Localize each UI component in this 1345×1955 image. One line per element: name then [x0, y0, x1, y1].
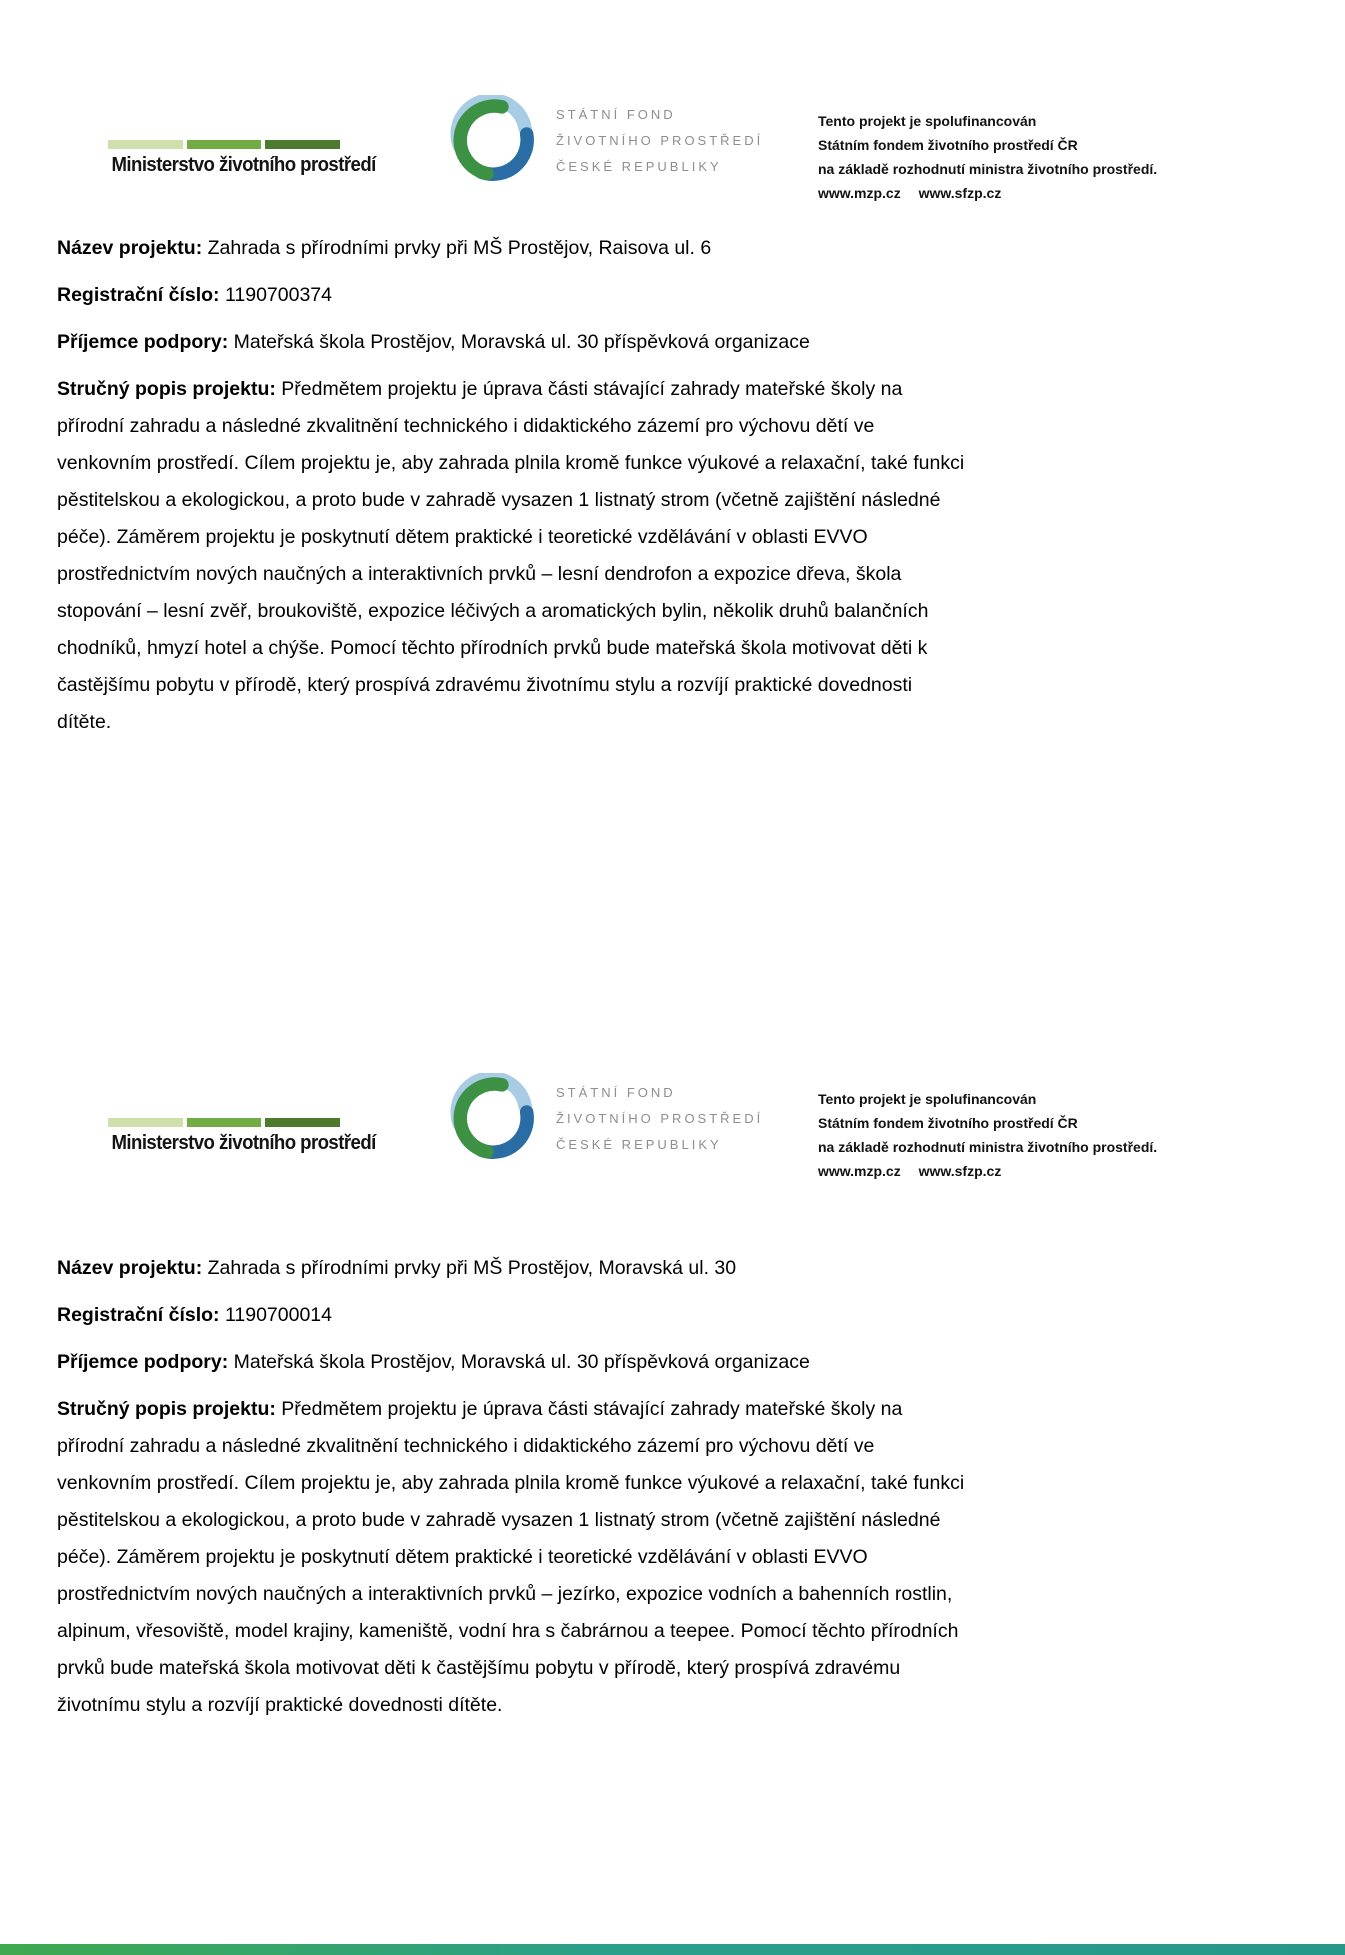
registration-number-row	[57, 1297, 969, 1334]
sfzp-name	[556, 1080, 763, 1158]
cofinance-line1: Tento projekt je spolufinancován	[818, 1091, 1037, 1107]
registration-number-label: Registrační číslo:	[57, 284, 220, 306]
sfzp-logo	[448, 95, 763, 185]
project-name-label: Název projektu:	[57, 237, 203, 259]
sfzp-name-line2: ŽIVOTNÍHO PROSTŘEDÍ	[556, 1111, 764, 1126]
sfzp-logo	[448, 1073, 763, 1163]
sfzp-name-line1: STÁTNÍ FOND	[556, 107, 676, 122]
registration-number-row	[57, 277, 969, 314]
ministry-logo-bars-icon	[108, 140, 340, 149]
beneficiary-value: Mateřská škola Prostějov, Moravská ul. 30 příspěvková organizace	[233, 1351, 810, 1373]
footer-accent-bar	[0, 1944, 1345, 1955]
cofinance-links	[818, 181, 1157, 205]
project-name-row	[57, 1250, 969, 1287]
project-section-2	[0, 978, 1345, 1944]
beneficiary-row	[57, 324, 969, 361]
project-description-row	[57, 1391, 969, 1724]
project-name-value: Zahrada s přírodními prvky při MŠ Prostějov, Raisova ul. 6	[207, 237, 712, 259]
mzp-link[interactable]: www.mzp.cz	[818, 185, 901, 201]
cofinance-line2: Státním fondem životního prostředí ČR	[818, 1115, 1078, 1131]
cofinance-line2: Státním fondem životního prostředí ČR	[818, 137, 1078, 153]
cofinance-line3: na základě rozhodnutí ministra životního prostředí.	[818, 161, 1158, 177]
project-name-value: Zahrada s přírodními prvky při MŠ Prostějov, Moravská ul. 30	[207, 1257, 737, 1279]
project-description-row	[57, 371, 969, 741]
sfzp-name-line1: STÁTNÍ FOND	[556, 1085, 676, 1100]
cofinance-line3: na základě rozhodnutí ministra životního prostředí.	[818, 1139, 1158, 1155]
ministry-bar-medium	[187, 1118, 262, 1127]
funding-header	[0, 1063, 1345, 1183]
registration-number-value: 1190700014	[224, 1304, 332, 1326]
ministry-logo	[103, 140, 376, 177]
sfzp-ring-icon	[448, 1073, 538, 1163]
sfzp-name-line3: ČESKÉ REPUBLIKY	[556, 1137, 722, 1152]
beneficiary-row	[57, 1344, 969, 1381]
ministry-bar-medium	[187, 140, 262, 149]
registration-number-label: Registrační číslo:	[57, 1304, 220, 1326]
project-description-value: Předmětem projektu je úprava části stávající zahrady mateřské školy na přírodní zahradu a následné zkvalitnění technického i didaktického zázemí pro výchovu dětí ve venkovním prostředí. Cílem projektu je, aby zahrada plnila kromě funkce výukové a relaxační, také funkci pěstitelskou a ekologickou, a proto bude v zahradě vysazen 1 listnatý strom (včetně zajištění následné péče). Záměrem projektu je poskytnutí dětem praktické i teoretické vzdělávání v oblasti EVVO prostřednictvím nových naučných a interaktivních prvků – lesní dendrofon a expozice dřeva, škola stopování – lesní zvěř, broukoviště, expozice léčivých a aromatických bylin, několik druhů balančních chodníků, hmyzí hotel a chýše. Pomocí těchto přírodních prvků bude mateřská škola motivovat děti k častějšímu pobytu v přírodě, který prospívá zdravému životnímu stylu a rozvíjí praktické dovednosti dítěte.	[57, 378, 965, 733]
cofinance-links	[818, 1159, 1157, 1183]
mzp-link[interactable]: www.mzp.cz	[818, 1163, 901, 1179]
project-description-label: Stručný popis projektu:	[57, 1398, 276, 1420]
project-name-row	[57, 230, 969, 267]
funding-header	[0, 85, 1345, 205]
ministry-logo	[103, 1118, 376, 1155]
ministry-name: Ministerstvo životního prostředí	[111, 154, 376, 176]
project-description-label: Stručný popis projektu:	[57, 378, 276, 400]
ministry-bar-light	[108, 1118, 183, 1127]
ministry-bar-dark	[265, 140, 340, 149]
ministry-bar-light	[108, 140, 183, 149]
registration-number-value: 1190700374	[224, 284, 332, 306]
ministry-name: Ministerstvo životního prostředí	[111, 1132, 376, 1154]
sfzp-name-line3: ČESKÉ REPUBLIKY	[556, 159, 722, 174]
sfzp-link[interactable]: www.sfzp.cz	[918, 1163, 1002, 1179]
project-description-value: Předmětem projektu je úprava části stávající zahrady mateřské školy na přírodní zahradu a následné zkvalitnění technického i didaktického zázemí pro výchovu dětí ve venkovním prostředí. Cílem projektu je, aby zahrada plnila kromě funkce výukové a relaxační, také funkci pěstitelskou a ekologickou, a proto bude v zahradě vysazen 1 listnatý strom (včetně zajištění následné péče). Záměrem projektu je poskytnutí dětem praktické i teoretické vzdělávání v oblasti EVVO prostřednictvím nových naučných a interaktivních prvků – jezírko, expozice vodních a bahenních rostlin, alpinum, vřesoviště, model krajiny, kameniště, vodní hra s čabrárnou a teepee. Pomocí těchto přírodních prvků bude mateřská škola motivovat děti k častějšímu pobytu v přírodě, který prospívá zdravému životnímu stylu a rozvíjí praktické dovednosti dítěte.	[57, 1398, 965, 1716]
sfzp-ring-icon	[448, 95, 538, 185]
cofinance-note	[818, 109, 1157, 205]
project-details-2	[57, 1250, 969, 1734]
sfzp-name	[556, 102, 763, 180]
sfzp-link[interactable]: www.sfzp.cz	[918, 185, 1002, 201]
cofinance-note	[818, 1087, 1157, 1183]
project-details-1	[57, 230, 969, 751]
project-name-label: Název projektu:	[57, 1257, 203, 1279]
sfzp-name-line2: ŽIVOTNÍHO PROSTŘEDÍ	[556, 133, 764, 148]
ministry-logo-bars-icon	[108, 1118, 340, 1127]
cofinance-line1: Tento projekt je spolufinancován	[818, 113, 1037, 129]
ministry-bar-dark	[265, 1118, 340, 1127]
beneficiary-label: Příjemce podpory:	[57, 1351, 229, 1373]
beneficiary-value: Mateřská škola Prostějov, Moravská ul. 30 příspěvková organizace	[233, 331, 810, 353]
beneficiary-label: Příjemce podpory:	[57, 331, 229, 353]
